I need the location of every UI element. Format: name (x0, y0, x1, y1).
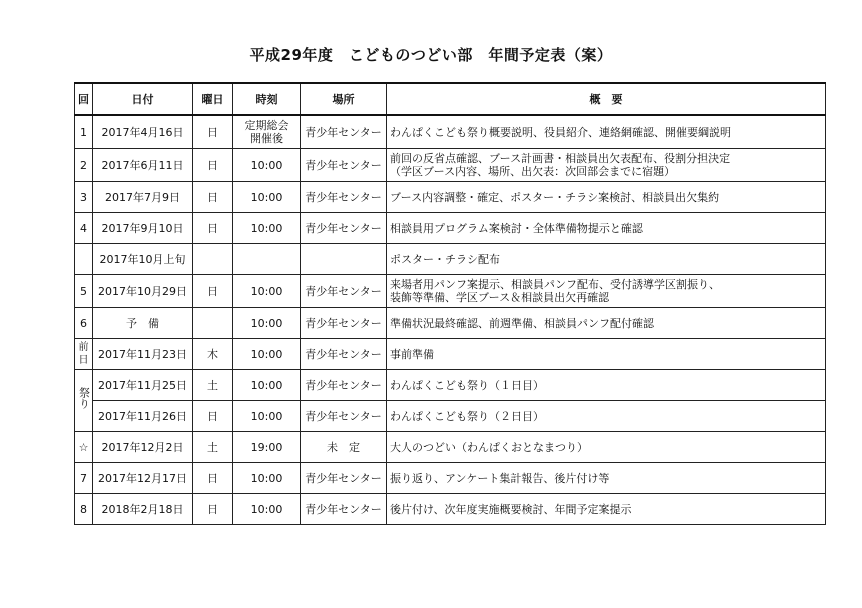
header-place: 場所 (301, 83, 387, 115)
row-summary: 事前準備 (387, 339, 826, 370)
row-date: 2017年11月26日 (93, 401, 193, 432)
row-no: 3 (75, 182, 93, 213)
row-no: 4 (75, 213, 93, 244)
row-place: 青少年センター (301, 339, 387, 370)
row-place: 青少年センター (301, 213, 387, 244)
header-no: 回 (75, 83, 93, 115)
row-no: 1 (75, 115, 93, 149)
row-date: 2017年9月10日 (93, 213, 193, 244)
row-time: 10:00 (233, 149, 301, 182)
row-day: 日 (193, 463, 233, 494)
row-time: 10:00 (233, 308, 301, 339)
row-no: 8 (75, 494, 93, 525)
table-row (75, 275, 826, 308)
row-place (301, 244, 387, 275)
row-no: 6 (75, 308, 93, 339)
row-time: 10:00 (233, 463, 301, 494)
row-place: 青少年センター (301, 182, 387, 213)
row-summary: わんぱくこども祭り（１日目） (387, 370, 826, 401)
table-row (75, 213, 826, 244)
row-day: 日 (193, 115, 233, 149)
row-date: 予 備 (93, 308, 193, 339)
row-date: 2017年6月11日 (93, 149, 193, 182)
header-summary: 概 要 (387, 83, 826, 115)
table-row (75, 182, 826, 213)
row-day: 日 (193, 401, 233, 432)
row-summary-line: わんぱくこども祭り概要説明、役員紹介、連絡網確認、開催要綱説明 (390, 125, 731, 139)
row-time: 10:00 (233, 370, 301, 401)
row-day: 木 (193, 339, 233, 370)
row-time: 10:00 (233, 339, 301, 370)
header-day: 曜日 (193, 83, 233, 115)
festival-label: 祭り (77, 387, 91, 409)
row-place: 青少年センター (301, 115, 387, 149)
table-row (75, 339, 826, 370)
row-summary: ブース内容調整・確定、ポスター・チラシ案検討、相談員出欠集約 (387, 182, 826, 213)
row-time: 10:00 (233, 494, 301, 525)
row-no: 5 (75, 275, 93, 308)
row-summary: 振り返り、アンケート集計報告、後片付け等 (387, 463, 826, 494)
row-time (233, 244, 301, 275)
row-time: 10:00 (233, 401, 301, 432)
row-no: ☆ (75, 432, 93, 463)
row-summary (387, 275, 826, 308)
row-day: 日 (193, 494, 233, 525)
row-date: 2017年10月上旬 (93, 244, 193, 275)
row-time: 10:00 (233, 182, 301, 213)
row-date: 2017年12月2日 (93, 432, 193, 463)
table-row (75, 370, 826, 401)
row-no (75, 244, 93, 275)
row-time-line: 開催後 (250, 132, 283, 145)
row-time: 10:00 (233, 213, 301, 244)
row-summary-line: 装飾等準備、学区ブース＆相談員出欠再確認 (390, 291, 610, 304)
row-summary (387, 115, 826, 149)
row-summary: 大人のつどい（わんぱくおとなまつり） (387, 432, 826, 463)
row-summary: 相談員用プログラム案検討・全体準備物提示と確認 (387, 213, 826, 244)
row-date: 2017年10月29日 (93, 275, 193, 308)
row-place: 青少年センター (301, 401, 387, 432)
row-day: 土 (193, 370, 233, 401)
table-row (75, 401, 826, 432)
row-time-line: 定期総会 (244, 119, 289, 132)
row-no: 7 (75, 463, 93, 494)
table-row (75, 432, 826, 463)
row-summary-line: 前回の反省点確認、ブース計画書・相談員出欠表配布、役割分担決定 (390, 152, 731, 165)
row-day: 土 (193, 432, 233, 463)
row-summary: ポスター・チラシ配布 (387, 244, 826, 275)
table-row (75, 308, 826, 339)
row-place: 青少年センター (301, 494, 387, 525)
schedule-body (75, 115, 826, 525)
row-date: 2017年11月23日 (93, 339, 193, 370)
row-place: 青少年センター (301, 308, 387, 339)
row-place: 青少年センター (301, 149, 387, 182)
row-date: 2017年11月25日 (93, 370, 193, 401)
schedule-table (74, 82, 826, 525)
row-place: 青少年センター (301, 275, 387, 308)
row-place: 青少年センター (301, 370, 387, 401)
row-date: 2017年12月17日 (93, 463, 193, 494)
row-day (193, 244, 233, 275)
row-summary: 後片付け、次年度実施概要検討、年間予定案提示 (387, 494, 826, 525)
row-day: 日 (193, 213, 233, 244)
row-time: 10:00 (233, 275, 301, 308)
row-day: 日 (193, 182, 233, 213)
table-row (75, 149, 826, 182)
document-title: 平成29年度 こどものつどい部 年間予定表（案） (249, 46, 613, 64)
table-row (75, 115, 826, 149)
row-summary: わんぱくこども祭り（２日目） (387, 401, 826, 432)
table-row (75, 494, 826, 525)
row-place: 未 定 (301, 432, 387, 463)
row-date: 2017年7月9日 (93, 182, 193, 213)
row-summary-line: （学区ブース内容、場所、出欠表：次回部会までに宿題） (390, 165, 676, 178)
header-date: 日付 (93, 83, 193, 115)
table-row (75, 463, 826, 494)
header-row (75, 83, 826, 115)
row-summary (387, 149, 826, 182)
row-place: 青少年センター (301, 463, 387, 494)
row-no: 2 (75, 149, 93, 182)
row-no-festival (75, 370, 93, 432)
row-summary: 準備状況最終確認、前週準備、相談員パンフ配付確認 (387, 308, 826, 339)
row-day: 日 (193, 149, 233, 182)
header-time: 時刻 (233, 83, 301, 115)
row-date: 2018年2月18日 (93, 494, 193, 525)
row-time: 19:00 (233, 432, 301, 463)
row-no: 前日 (75, 339, 93, 370)
row-day: 日 (193, 275, 233, 308)
row-summary-line: 来場者用パンフ案提示、相談員パンフ配布、受付誘導学区割振り、 (390, 278, 720, 291)
table-row (75, 244, 826, 275)
row-day (193, 308, 233, 339)
row-date: 2017年4月16日 (93, 115, 193, 149)
row-time (233, 115, 301, 149)
